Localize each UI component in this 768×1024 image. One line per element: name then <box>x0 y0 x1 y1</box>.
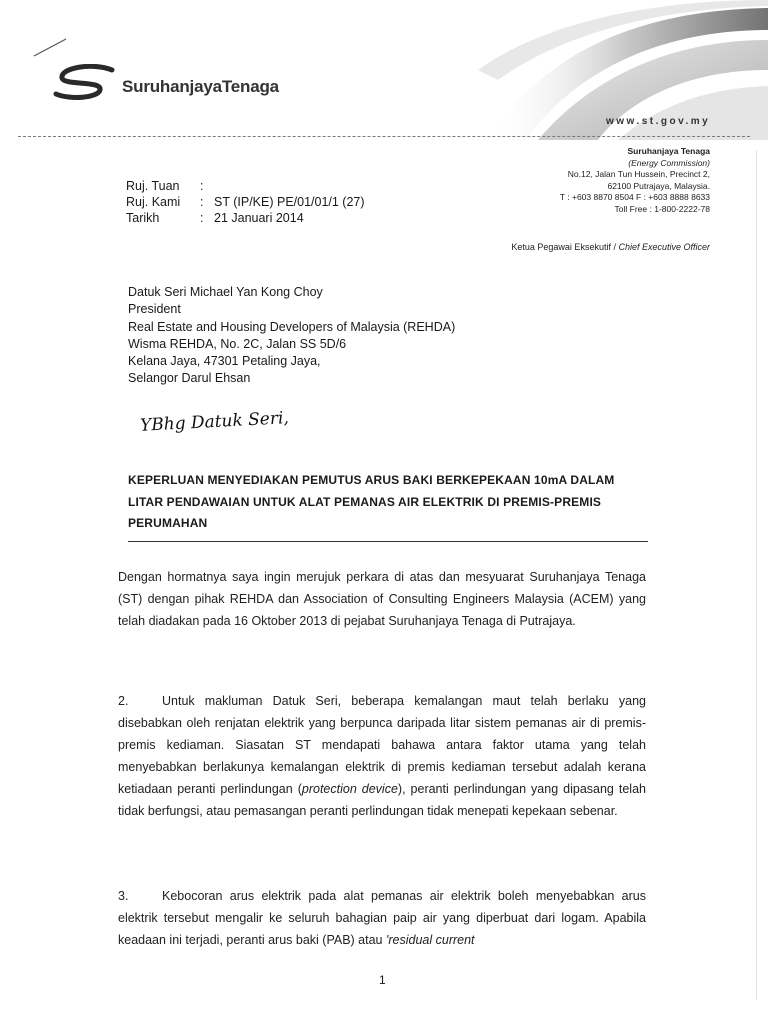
subject-underline <box>128 541 648 542</box>
recipient-line: President <box>128 302 181 317</box>
sender-name: Suruhanjaya Tenaga <box>627 146 710 156</box>
reference-label: Tarikh <box>126 211 160 225</box>
sender-phone: T : +603 8870 8504 F : +603 8888 8633 <box>559 192 710 202</box>
body-paragraph-3 <box>118 885 646 951</box>
recipient-line: Selangor Darul Ehsan <box>128 371 251 386</box>
reference-value: 21 Januari 2014 <box>214 211 304 225</box>
recipient-line: Real Estate and Housing Developers of Malaysia (REHDA) <box>128 319 456 334</box>
page-number: 1 <box>379 973 386 987</box>
sender-address-line: 62100 Putrajaya, Malaysia. <box>607 180 710 191</box>
sender-address-line: No.12, Jalan Tun Hussein, Precinct 2, <box>567 169 710 179</box>
website-url: www.st.gov.my <box>606 116 711 127</box>
pen-stroke-mark <box>30 36 70 58</box>
paragraph-number: 2. <box>118 694 129 708</box>
sender-tollfree: Toll Free : 1-800-2222-78 <box>614 203 710 214</box>
reference-row: Tarikh : 21 Januari 2014 <box>126 211 304 225</box>
handwritten-salutation: YBhg Datuk Seri, <box>139 408 290 436</box>
recipient-address <box>128 284 455 388</box>
header-divider <box>18 136 750 138</box>
reference-row: Ruj. Kami : ST (IP/KE) PE/01/01/1 (27) <box>126 195 365 209</box>
sender-address-block <box>560 146 710 215</box>
scan-margin-line <box>756 150 757 1000</box>
recipient-line: Datuk Seri Michael Yan Kong Choy <box>128 285 323 299</box>
recipient-line: Kelana Jaya, 47301 Petaling Jaya, <box>128 354 321 369</box>
letter-subject: KEPERLUAN MENYEDIAKAN PEMUTUS ARUS BAKI BERKEPEKAAN 10mA DALAM LITAR PENDAWAIAN UNTUK ALAT PEMANAS AIR ELEKTRIK DI PREMIS-PREMIS PERUMAHAN <box>128 473 615 530</box>
reference-block <box>126 178 365 226</box>
sender-name-english: (Energy Commission) <box>628 157 710 168</box>
ceo-title-english: Chief Executive Officer <box>618 242 710 252</box>
paragraph-text: ), peranti perlindungan yang dipasang telah tidak berfungsi, atau pemasangan peranti perlindungan tidak menepati kepekaan sebenar. <box>118 782 646 818</box>
ceo-office-line <box>511 242 710 252</box>
paragraph-number: 3. <box>118 889 129 903</box>
paragraph-italic-text: protection device <box>301 782 398 796</box>
paragraph-text: Untuk makluman Datuk Seri, beberapa kemalangan maut telah berlaku yang disebabkan oleh renjatan elektrik yang berpunca daripada litar sistem pemanas air di premis-premis kediaman. Siasatan ST mendapati bahawa antara faktor utama yang telah menyebabkan berlakunya kemalangan elektrik di premis kediaman tersebut adalah kerana ketiadaan peranti perlindungan ( <box>118 694 646 796</box>
body-paragraph-2 <box>118 690 646 822</box>
reference-value: ST (IP/KE) PE/01/01/1 (27) <box>214 195 365 209</box>
reference-label: Ruj. Tuan <box>126 179 180 193</box>
paragraph-italic-text: 'residual current <box>385 933 475 947</box>
body-paragraph-1: Dengan hormatnya saya ingin merujuk perkara di atas dan mesyuarat Suruhanjaya Tenaga (ST) dengan pihak REHDA dan Association of Consulting Engineers Malaysia (ACEM) yang telah diadakan pada 16 Oktober 2013 di pejabat Suruhanjaya Tenaga di Putrajaya. <box>118 570 646 628</box>
org-logo-text: SuruhanjayaTenaga <box>122 77 279 96</box>
ceo-title-malay: Ketua Pegawai Eksekutif / <box>511 242 619 252</box>
suruhanjaya-tenaga-logo-icon <box>52 64 118 100</box>
reference-row: Ruj. Tuan : <box>126 179 204 193</box>
paragraph-text: Kebocoran arus elektrik pada alat pemanas air elektrik boleh menyebabkan arus elektrik tersebut mengalir ke seluruh bahagian paip air yang diperbuat dari logam. Apabila keadaan ini terjadi, peranti arus baki (PAB) atau <box>118 889 646 947</box>
reference-label: Ruj. Kami <box>126 195 181 209</box>
recipient-line: Wisma REHDA, No. 2C, Jalan SS 5D/6 <box>128 336 347 351</box>
